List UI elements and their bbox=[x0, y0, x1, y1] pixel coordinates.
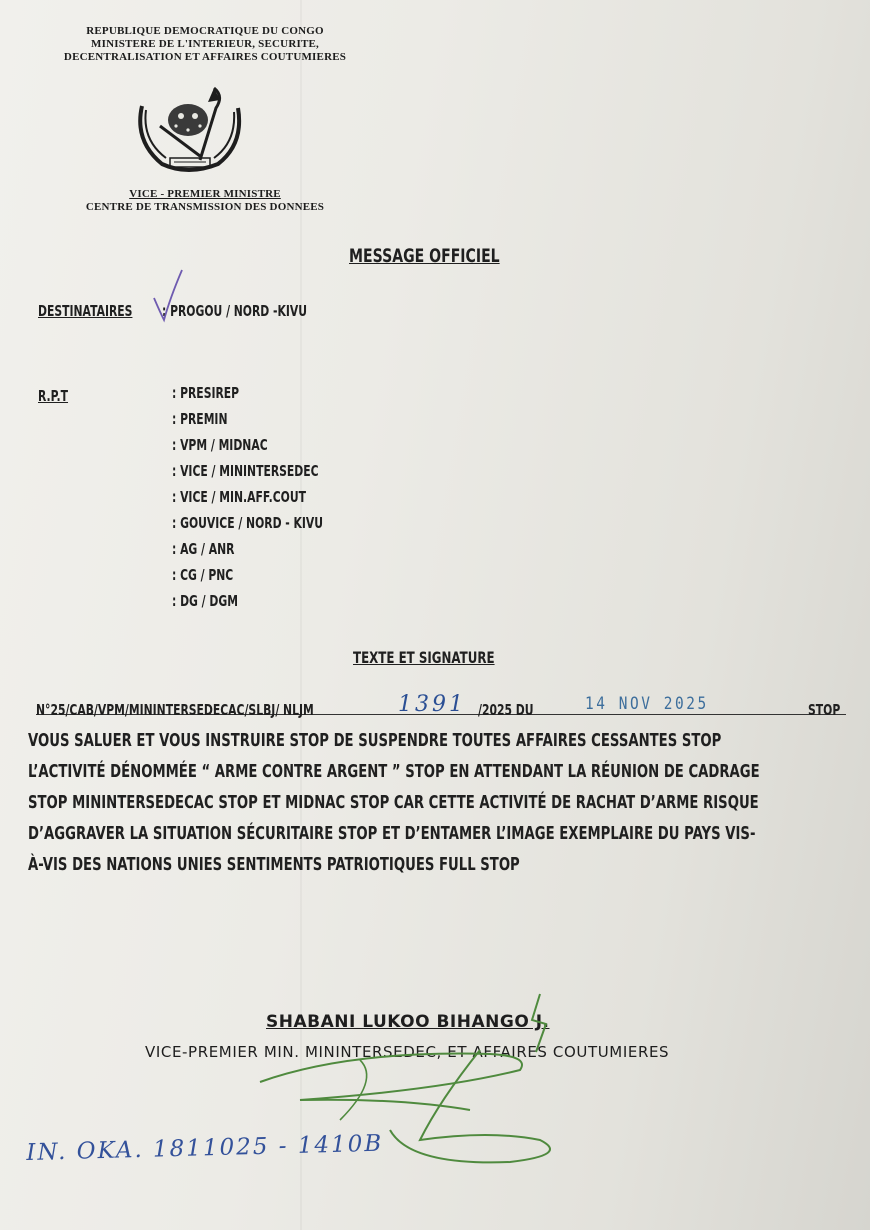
body-line: D’AGGRAVER LA SITUATION SÉCURITAIRE STOP ET D’ENTAMER L’IMAGE EXEMPLAIRE DU PAYS VIS- bbox=[28, 823, 756, 844]
coat-of-arms-icon bbox=[128, 86, 252, 178]
signatory-title: VICE-PREMIER MIN. MININTERSEDEC, ET AFFAIRES COUTUMIERES bbox=[145, 1043, 670, 1061]
list-item: : PREMIN bbox=[172, 410, 228, 428]
signatory-name: SHABANI LUKOO BIHANGO J. bbox=[266, 1012, 550, 1032]
handwritten-number: 1391 bbox=[398, 692, 466, 717]
list-item: : VPM / MIDNAC bbox=[172, 436, 268, 454]
list-item: : GOUVICE / NORD - KIVU bbox=[172, 514, 324, 532]
body-line: L’ACTIVITÉ DÉNOMMÉE “ ARME CONTRE ARGENT ” STOP EN ATTENDANT LA RÉUNION DE CADRAGE bbox=[28, 761, 760, 782]
office-subtitle: CENTRE DE TRANSMISSION DES DONNEES bbox=[85, 201, 325, 213]
office-title: VICE - PREMIER MINISTRE bbox=[129, 188, 281, 200]
body-line: À-VIS DES NATIONS UNIES SENTIMENTS PATRIOTIQUES FULL STOP bbox=[28, 854, 520, 875]
body-line: STOP MININTERSEDECAC STOP ET MIDNAC STOP CAR CETTE ACTIVITÉ DE RACHAT D’ARME RISQUE bbox=[28, 792, 759, 813]
handwritten-reference: IN. OKA. 1811025 - 1410B bbox=[26, 1130, 384, 1166]
list-item: : AG / ANR bbox=[172, 540, 235, 558]
list-item: : VICE / MIN.AFF.COUT bbox=[172, 488, 307, 506]
copies-list bbox=[172, 384, 382, 618]
checkmark-icon bbox=[150, 268, 186, 324]
section-title: TEXTE ET SIGNATURE bbox=[353, 648, 495, 667]
reference-stop: STOP bbox=[808, 701, 841, 719]
copies-label: R.P.T bbox=[38, 387, 69, 405]
list-item: : PRESIREP bbox=[172, 384, 240, 402]
recipients-label: DESTINATAIRES bbox=[38, 302, 133, 320]
header-country: REPUBLIQUE DEMOCRATIQUE DU CONGO bbox=[86, 25, 324, 37]
header-ministry: MINISTERE DE L'INTERIEUR, SECURITE, bbox=[91, 38, 319, 50]
list-item: : VICE / MININTERSEDEC bbox=[172, 462, 319, 480]
reference-number: N°25/CAB/VPM/MININTERSEDECAC/SLBJ/ NLJM bbox=[36, 701, 314, 719]
message-title: MESSAGE OFFICIEL bbox=[349, 245, 500, 267]
list-item: : CG / PNC bbox=[172, 566, 234, 584]
reference-year: /2025 DU bbox=[478, 701, 534, 719]
recipients-value: : PROGOU / NORD -KIVU bbox=[162, 302, 308, 320]
body-line: VOUS SALUER ET VOUS INSTRUIRE STOP DE SUSPENDRE TOUTES AFFAIRES CESSANTES STOP bbox=[28, 730, 722, 751]
list-item: : DG / DGM bbox=[172, 592, 238, 610]
date-stamp: 14 NOV 2025 bbox=[585, 694, 709, 714]
header-ministry-cont: DECENTRALISATION ET AFFAIRES COUTUMIERES bbox=[63, 51, 347, 63]
